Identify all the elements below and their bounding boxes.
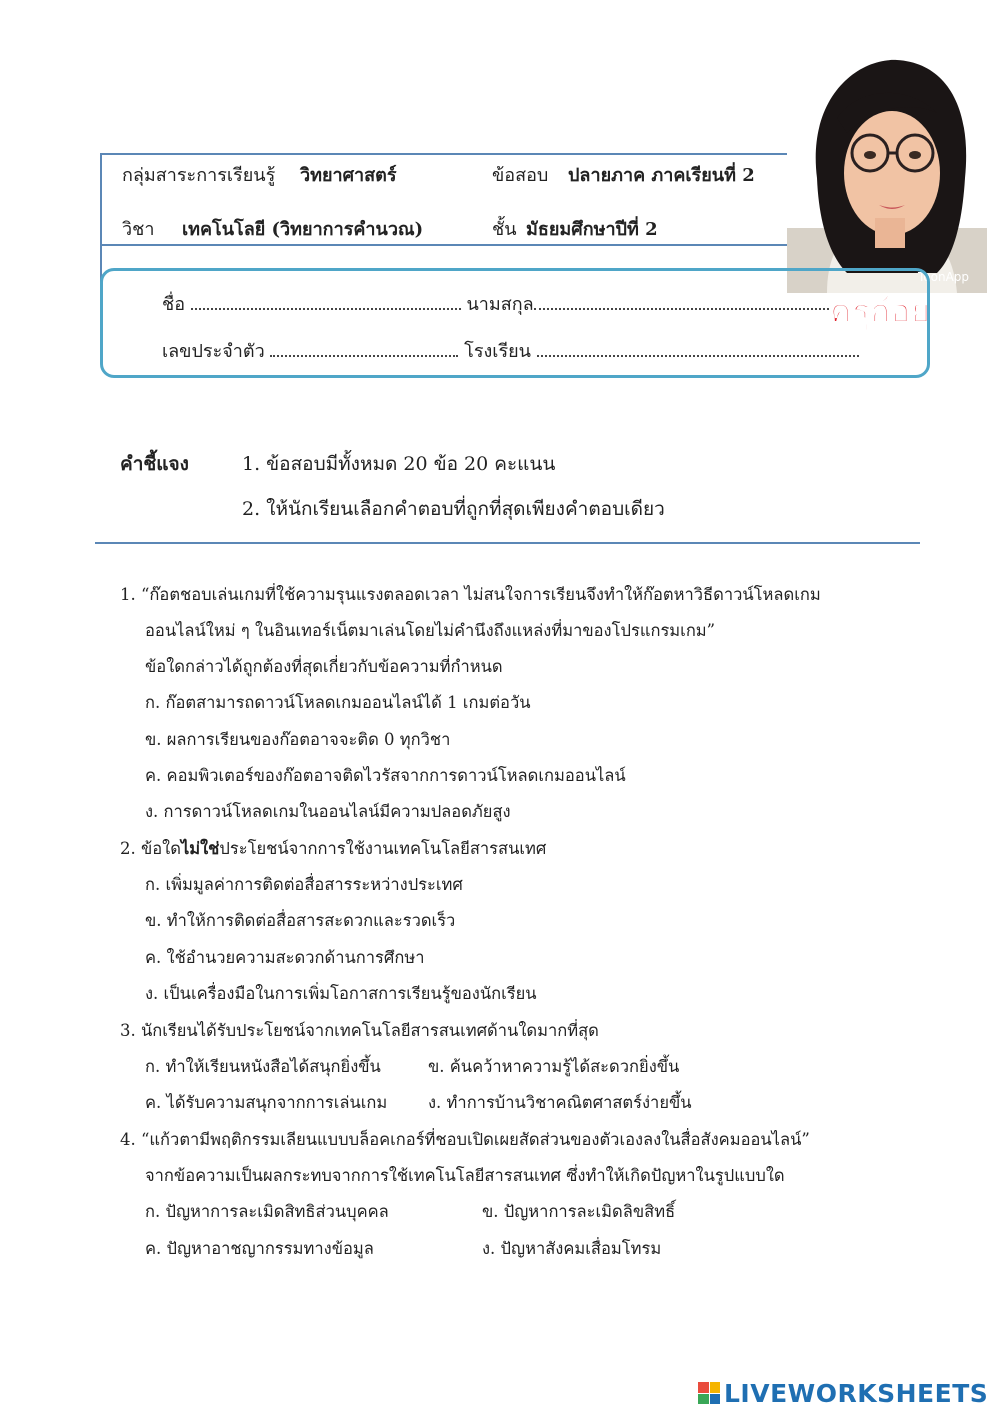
q4-choice-d[interactable]: ง. ปัญหาสังคมเสื่อมโทรม [482,1239,662,1258]
grade-label: ชั้น [492,219,517,240]
question-2-prefix: 2. ข้อใด [120,839,181,858]
question-2-suffix: ประโยชน์จากการใช้งานเทคโนโลยีสารสนเทศ [219,839,547,858]
grade-value: มัธยมศึกษาปีที่ 2 [526,219,658,240]
q2-choice-b[interactable]: ข. ทำให้การติดต่อสื่อสารสะดวกและรวดเร็ว [145,911,456,930]
header-top-line [100,153,787,155]
q4-choice-c[interactable]: ค. ปัญหาอาชญากรรมทางข้อมูล [145,1239,374,1258]
name-label: ชื่อ [162,294,186,315]
section-divider [95,542,920,544]
student-id-label: เลขประจำตัว [162,341,265,362]
q2-choice-d[interactable]: ง. เป็นเครื่องมือในการเพิ่มโอกาสการเรียนรู้ของนักเรียน [145,984,537,1003]
q4-choice-b[interactable]: ข. ปัญหาการละเมิดลิขสิทธิ์ [482,1202,676,1221]
exam-label: ข้อสอบ [492,165,549,186]
instruction-item: 2. ให้นักเรียนเลือกคำตอบที่ถูกที่สุดเพียงคำตอบเดียว [242,498,665,520]
q3-choice-a[interactable]: ก. ทำให้เรียนหนังสือได้สนุกยิ่งขึ้น [145,1057,381,1076]
toonapp-watermark: ToonApp [918,270,970,284]
surname-label: นามสกุล [466,294,534,315]
q4-choice-a[interactable]: ก. ปัญหาการละเมิดสิทธิส่วนบุคคล [145,1202,389,1221]
q1-choice-c[interactable]: ค. คอมพิวเตอร์ของก๊อตอาจติดไวรัสจากการดาวน์โหลดเกมออนไลน์ [145,766,626,785]
subject-group-value: วิทยาศาสตร์ [300,165,397,186]
teacher-avatar [787,58,987,293]
name-field[interactable] [191,294,461,310]
question-2-emphasis: ไม่ใช่ [180,839,220,858]
school-field[interactable] [537,341,859,357]
liveworksheets-logo-icon [698,1382,720,1404]
instructions-label: คำชี้แจง [120,453,189,475]
q3-choice-d[interactable]: ง. ทำการบ้านวิชาคณิตศาสตร์ง่ายขึ้น [428,1093,692,1112]
question-1-line-2: ออนไลน์ใหม่ ๆ ในอินเทอร์เน็ตมาเล่นโดยไม่คำนึงถึงแหล่งที่มาของโปรแกรมเกม” [145,621,716,640]
question-3: 3. นักเรียนได้รับประโยชน์จากเทคโนโลยีสารสนเทศด้านใดมากที่สุด [120,1021,599,1040]
id-row [162,336,859,365]
subject-group-label: กลุ่มสาระการเรียนรู้ [122,165,276,186]
school-label: โรงเรียน [464,341,531,362]
exam-value: ปลายภาค ภาคเรียนที่ 2 [568,165,755,186]
header-bottom-line [100,244,787,246]
course-value: เทคโนโลยี (วิทยาการคำนวณ) [182,219,424,240]
question-2 [120,836,546,862]
surname-field[interactable] [534,294,829,310]
liveworksheets-logo [698,1378,988,1408]
header-left-line [100,153,102,286]
teacher-name: ครูก้อย [830,292,931,330]
q1-choice-b[interactable]: ข. ผลการเรียนของก๊อตอาจจะติด 0 ทุกวิชา [145,730,451,749]
course-label: วิชา [122,219,155,240]
question-4-line-1: 4. “แก้วตามีพฤติกรรมเลียนแบบบล็อคเกอร์ที่ชอบเปิดเผยสัดส่วนของตัวเองลงในสื่อสังคมออนไลน์” [120,1130,810,1149]
q3-choice-b[interactable]: ข. ค้นคว้าหาความรู้ได้สะดวกยิ่งขึ้น [428,1057,680,1076]
q1-choice-d[interactable]: ง. การดาวน์โหลดเกมในออนไลน์มีความปลอดภัยสูง [145,802,511,821]
instruction-item: 1. ข้อสอบมีทั้งหมด 20 ข้อ 20 คะแนน [242,453,556,475]
q2-choice-a[interactable]: ก. เพิ่มมูลค่าการติดต่อสื่อสารระหว่างประเทศ [145,875,463,894]
q2-choice-c[interactable]: ค. ใช้อำนวยความสะดวกด้านการศึกษา [145,948,425,967]
liveworksheets-brand-text: LIVEWORKSHEETS [724,1378,989,1408]
student-id-field[interactable] [270,341,458,357]
question-1-line-1: 1. “ก๊อตชอบเล่นเกมที่ใช้ความรุนแรงตลอดเวลา ไม่สนใจการเรียนจึงทำให้ก๊อตหาวิธีดาวน์โหลดเกม [120,585,821,604]
question-1-line-3: ข้อใดกล่าวได้ถูกต้องที่สุดเกี่ยวกับข้อความที่กำหนด [145,657,503,676]
question-4-line-2: จากข้อความเป็นผลกระทบจากการใช้เทคโนโลยีสารสนเทศ ซึ่งทำให้เกิดปัญหาในรูปแบบใด [145,1166,785,1185]
q3-choice-c[interactable]: ค. ได้รับความสนุกจากการเล่นเกม [145,1093,388,1112]
name-row [162,289,829,318]
q1-choice-a[interactable]: ก. ก๊อตสามารถดาวน์โหลดเกมออนไลน์ได้ 1 เกมต่อวัน [145,693,531,712]
